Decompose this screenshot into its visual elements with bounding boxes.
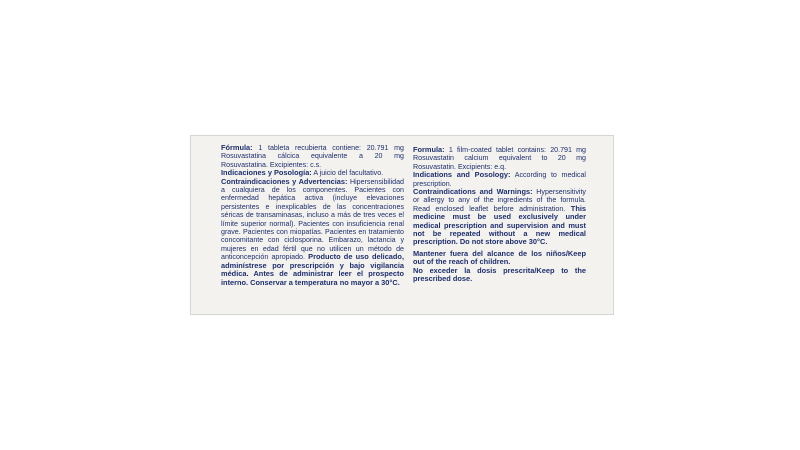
keep-away-text: Mantener fuera del alcance de los niños/Keep out of the reach of children. [413,248,586,267]
formula-label: Fórmula: [221,143,253,152]
contraindications-label: Contraindicaciones y Advertencias: [221,176,348,186]
contraindications-paragraph [413,188,586,247]
formula-label: Formula: [413,145,445,154]
formula-text: 1 tableta recubierta contiene: 20.791 mg Rosuvastatina cálcica equivalente a 20 mg Rosuvastatina. Excipientes: c.s. [221,144,404,169]
formula-text: 1 film-coated tablet contains: 20.791 mg Rosuvastatin calcium equivalent to 20 mg Rosuvastatin. Excipients: e.q. [413,146,586,171]
indications-text: A juicio del facultativo. [311,169,384,178]
indications-text: According to medical prescription. [413,171,586,188]
formula-paragraph [413,146,586,171]
contraindications-text: Hipersensibilidad a cualquiera de los componentes. Pacientes con enfermedad hepática activa (incluye elevaciones persistentes e inexplicables de las concentraciones séricas de transaminasas, incluso a más de tres veces el límite superior normal). Pacientes con insuficiencia renal grave. Pacientes con miopatías. Pacientes en tratamiento concomitante con ciclosporina. Embarazo, lactancia y mujeres en edad fértil que no utilicen un método de anticoncepción apropiado. [221,177,404,262]
spanish-text-column [221,144,404,287]
english-text-column [413,146,586,284]
indications-label: Indications and Posology: [413,170,511,180]
dose-text: No exceder la dosis prescrita/Keep to the prescribed dose. [413,265,586,284]
warning-text: Producto de uso delicado, adminístrese por prescripción y bajo vigilancia médica. Antes de administrar leer el prospecto interno. Conservar a temperatura no mayor a 30°C. [221,252,404,287]
contraindications-label: Contraindications and Warnings: [413,187,533,197]
package-label-panel [190,135,614,315]
formula-paragraph [221,144,404,169]
contraindications-paragraph [221,178,404,287]
warning-text: This medicine must be used exclusively under medical prescription and supervision and must not be repeated without a new medical prescription. Do not store above 30°C. [413,203,586,247]
indications-label: Indicaciones y Posología: [221,168,312,178]
indications-paragraph [413,171,586,188]
contraindications-text: Hypersensitivity or allergy to any of the ingredients of the formula. Read enclosed leaflet before administration. [413,188,586,213]
